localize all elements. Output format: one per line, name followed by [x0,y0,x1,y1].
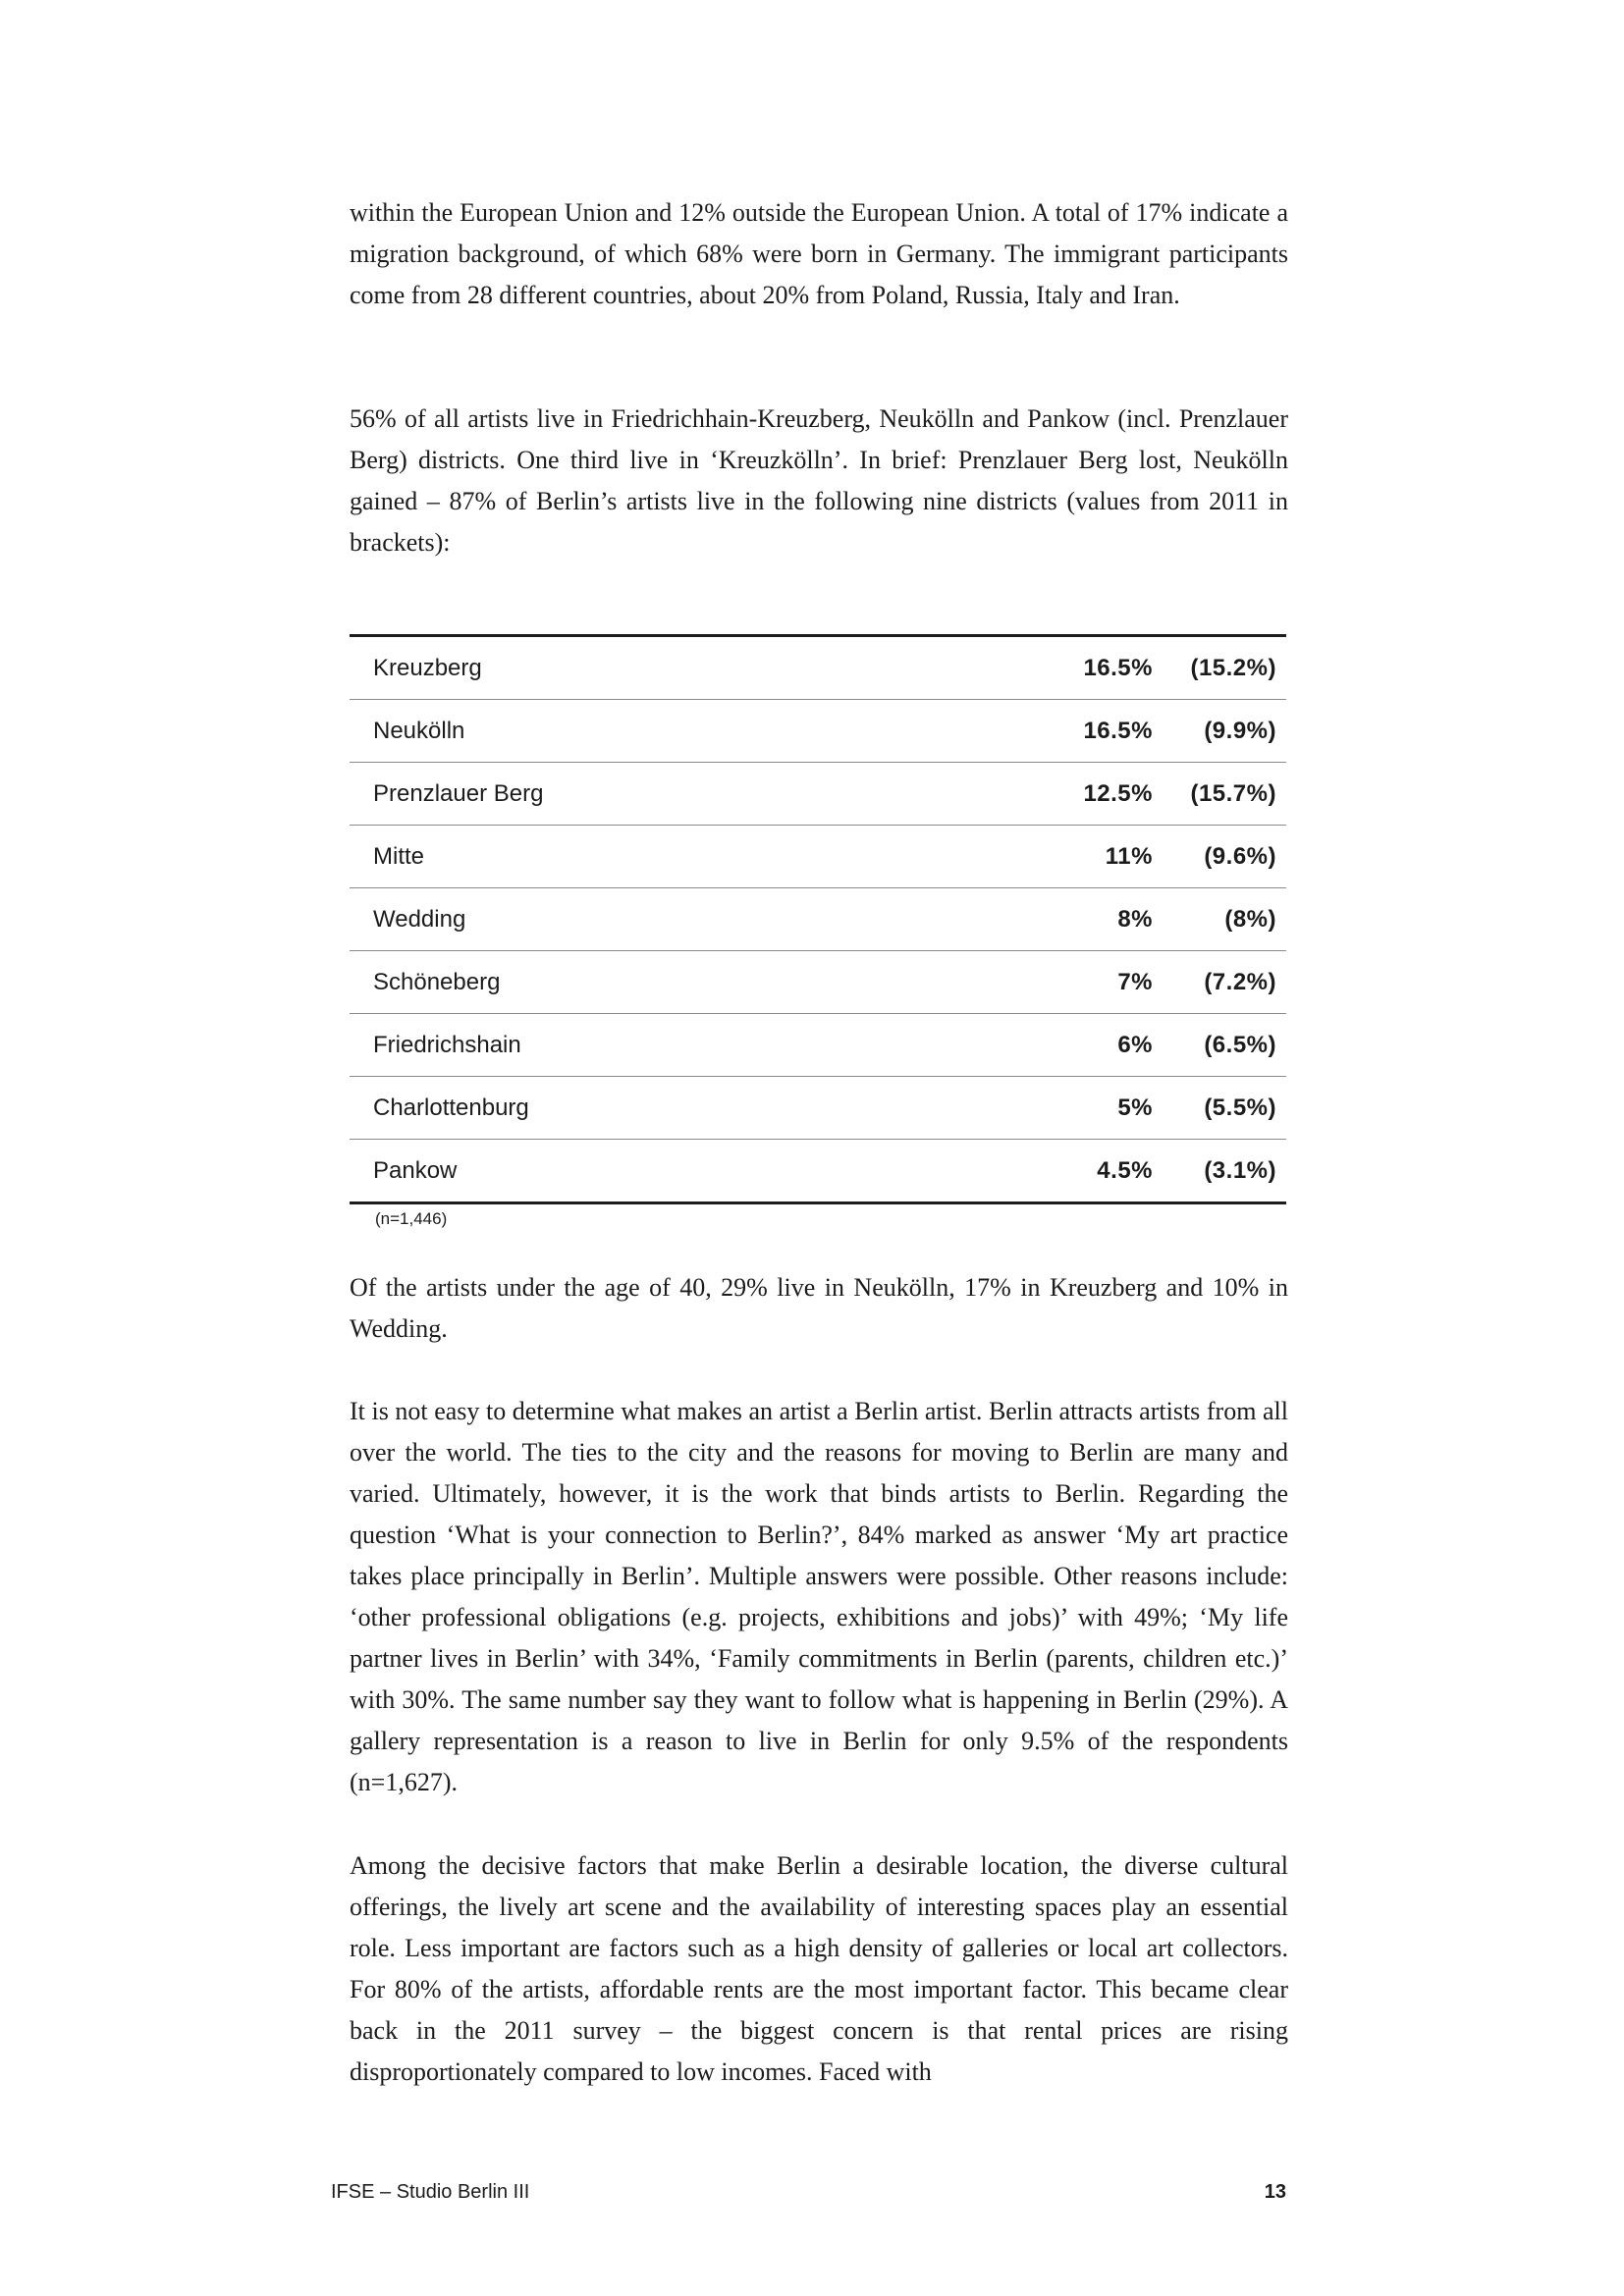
table-row [350,700,1286,763]
table-row [350,951,1286,1014]
district-cell: Kreuzberg [373,654,482,681]
table-row [350,826,1286,888]
share-2011-cell: (8%) [1224,905,1276,933]
district-cell: Schöneberg [373,968,501,995]
table-row [350,637,1286,700]
district-cell: Charlottenburg [373,1094,529,1121]
paragraph-berlin-artist: It is not easy to determine what makes an artist a Berlin artist. Berlin attracts artists from all over the world. The ties to the city and the reasons for moving to Berlin are many and varied. Ultimately, however, it is the work that binds artists to Berlin. Regarding the question ‘What is your connection to Berlin?’, 84% marked as answer ‘My art practice takes place principally in Berlin’. Multiple answers were possible. Other reasons include: ‘other professional obligations (e.g. projects, exhibitions and jobs)’ with 49%; ‘My life partner lives in Berlin’ with 34%, ‘Family commitments in Berlin (parents, children etc.)’ with 30%. The same number say they want to follow what is happening in Berlin (29%). A gallery representation is a reason to live in Berlin for only 9.5% of the respondents (n=1,627). [350,1397,1288,1796]
footer-page-number: 13 [1264,2181,1286,2203]
share-cell: 4.5% [1097,1156,1153,1184]
district-cell: Mitte [373,842,425,870]
table-row [350,1077,1286,1140]
share-2011-cell: (15.2%) [1190,654,1276,681]
district-cell: Pankow [373,1156,458,1184]
share-2011-cell: (7.2%) [1204,968,1276,995]
share-2011-cell: (15.7%) [1190,779,1276,807]
share-2011-cell: (3.1%) [1204,1156,1276,1184]
share-2011-cell: (6.5%) [1204,1031,1276,1058]
table-body [350,637,1286,1204]
share-2011-cell: (9.9%) [1204,717,1276,744]
share-2011-cell: (9.6%) [1204,842,1276,870]
table-sample-note: (n=1,446) [375,1209,448,1228]
share-cell: 7% [1117,968,1153,995]
share-cell: 6% [1117,1031,1153,1058]
district-cell: Prenzlauer Berg [373,779,544,807]
share-cell: 8% [1117,905,1153,933]
share-cell: 12.5% [1083,779,1153,807]
share-cell: 5% [1117,1094,1153,1121]
share-cell: 16.5% [1083,654,1153,681]
share-cell: 16.5% [1083,717,1153,744]
share-cell: 11% [1105,842,1153,870]
district-cell: Friedrichshain [373,1031,521,1058]
paragraph-under-40: Of the artists under the age of 40, 29% live in Neukölln, 17% in Kreuzberg and 10% in Wedding. [350,1273,1288,1343]
district-cell: Neukölln [373,717,465,744]
table-row [350,763,1286,826]
table-row [350,1014,1286,1077]
district-cell: Wedding [373,905,466,933]
paragraph-districts: 56% of all artists live in Friedrichhain-Kreuzberg, Neukölln and Pankow (incl. Prenzlauer Berg) districts. One third live in ‘Kreuzkölln’. In brief: Prenzlauer Berg lost, Neukölln gained – 87% of Berlin’s artists live in the following nine districts (values from 2011 in brackets): [350,404,1288,557]
footer-publication-title: IFSE – Studio Berlin III [331,2181,530,2203]
table-row [350,1140,1286,1204]
paragraph-migration: within the European Union and 12% outside the European Union. A total of 17% indicate a migration background, of which 68% were born in Germany. The immigrant participants come from 28 different countries, about 20% from Poland, Russia, Italy and Iran. [350,198,1288,309]
districts-table [350,634,1286,1204]
paragraph-decisive-factors: Among the decisive factors that make Berlin a desirable location, the diverse cultural offerings, the lively art scene and the availability of interesting spaces play an essential role. Less important are factors such as a high density of galleries or local art collectors. For 80% of the artists, affordable rents are the most important factor. This became clear back in the 2011 survey – the biggest concern is that rental prices are rising disproportionately compared to low incomes. Faced with [350,1851,1288,2086]
share-2011-cell: (5.5%) [1204,1094,1276,1121]
table-row [350,888,1286,951]
